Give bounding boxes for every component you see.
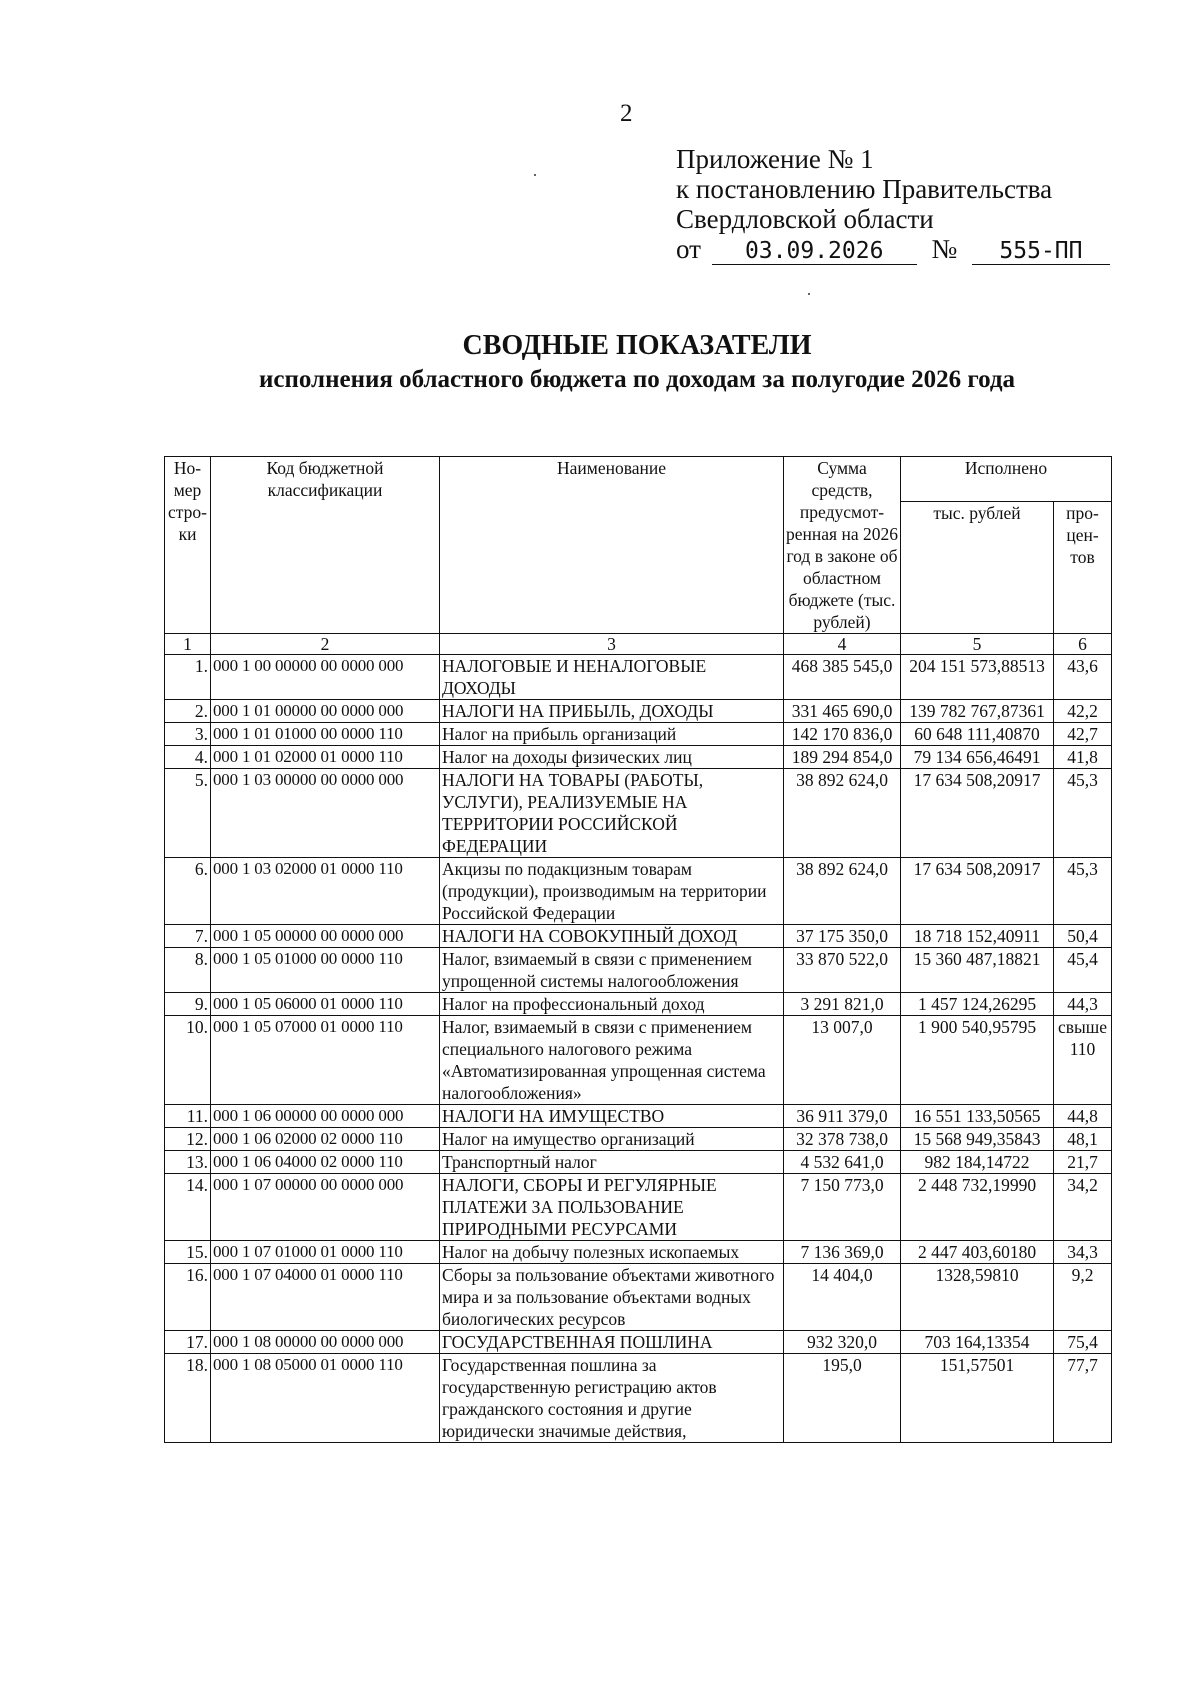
- percent-cell: 45,4: [1054, 948, 1112, 993]
- code-cell: 000 1 08 05000 01 0000 110: [211, 1354, 440, 1443]
- percent-cell: 21,7: [1054, 1151, 1112, 1174]
- percent-cell: 75,4: [1054, 1331, 1112, 1354]
- code-cell: 000 1 00 00000 00 0000 000: [211, 655, 440, 700]
- resolution-number: 555-ПП: [972, 238, 1110, 265]
- planned-cell: 142 170 836,0: [784, 723, 901, 746]
- code-cell: 000 1 07 01000 01 0000 110: [211, 1241, 440, 1264]
- row-number-cell: 9.: [165, 993, 211, 1016]
- column-number: 1: [165, 634, 211, 655]
- planned-cell: 468 385 545,0: [784, 655, 901, 700]
- table-body: [165, 655, 1112, 1443]
- planned-cell: 36 911 379,0: [784, 1105, 901, 1128]
- table-row: [165, 1128, 1112, 1151]
- name-cell: Государственная пошлина за государственную регистрацию актов гражданского состояния и другие юридически значимые действия,: [440, 1354, 784, 1443]
- header-name: Наименование: [440, 457, 784, 634]
- code-cell: 000 1 06 00000 00 0000 000: [211, 1105, 440, 1128]
- appendix-date-line: [676, 234, 1110, 265]
- document-title: СВОДНЫЕ ПОКАЗАТЕЛИ: [462, 330, 812, 361]
- executed-cell: 1 900 540,95795: [901, 1016, 1054, 1105]
- code-cell: 000 1 01 02000 01 0000 110: [211, 746, 440, 769]
- table-row: [165, 655, 1112, 700]
- scan-speck: [534, 174, 536, 176]
- header-code: Код бюджетной классификации: [211, 457, 440, 634]
- code-cell: 000 1 06 02000 02 0000 110: [211, 1128, 440, 1151]
- percent-cell: 50,4: [1054, 925, 1112, 948]
- number-prefix: №: [931, 234, 958, 264]
- planned-cell: 38 892 624,0: [784, 769, 901, 858]
- code-cell: 000 1 01 01000 00 0000 110: [211, 723, 440, 746]
- table-row: [165, 858, 1112, 925]
- revenue-table: [164, 456, 1112, 1443]
- row-number-cell: 3.: [165, 723, 211, 746]
- percent-cell: 44,3: [1054, 993, 1112, 1016]
- table-row: [165, 746, 1112, 769]
- percent-cell: 9,2: [1054, 1264, 1112, 1331]
- header-executed-percent: про-цен-тов: [1054, 502, 1112, 634]
- row-number-cell: 16.: [165, 1264, 211, 1331]
- table-row: [165, 1241, 1112, 1264]
- table-row: [165, 769, 1112, 858]
- name-cell: Налог на добычу полезных ископаемых: [440, 1241, 784, 1264]
- name-cell: Акцизы по подакцизным товарам (продукции), производимым на территории Российской Федерации: [440, 858, 784, 925]
- percent-cell: 44,8: [1054, 1105, 1112, 1128]
- planned-cell: 932 320,0: [784, 1331, 901, 1354]
- percent-cell: 45,3: [1054, 858, 1112, 925]
- date-prefix: от: [676, 234, 701, 264]
- executed-cell: 17 634 508,20917: [901, 769, 1054, 858]
- executed-cell: 204 151 573,88513: [901, 655, 1054, 700]
- name-cell: Налог на прибыль организаций: [440, 723, 784, 746]
- row-number-cell: 15.: [165, 1241, 211, 1264]
- percent-cell: 34,2: [1054, 1174, 1112, 1241]
- executed-cell: 16 551 133,50565: [901, 1105, 1054, 1128]
- code-cell: 000 1 06 04000 02 0000 110: [211, 1151, 440, 1174]
- executed-cell: 703 164,13354: [901, 1331, 1054, 1354]
- row-number-cell: 2.: [165, 700, 211, 723]
- percent-cell: свыше 110: [1054, 1016, 1112, 1105]
- row-number-cell: 13.: [165, 1151, 211, 1174]
- name-cell: НАЛОГИ НА ТОВАРЫ (РАБОТЫ, УСЛУГИ), РЕАЛИЗУЕМЫЕ НА ТЕРРИТОРИИ РОССИЙСКОЙ ФЕДЕРАЦИИ: [440, 769, 784, 858]
- code-cell: 000 1 05 06000 01 0000 110: [211, 993, 440, 1016]
- row-number-cell: 12.: [165, 1128, 211, 1151]
- planned-cell: 195,0: [784, 1354, 901, 1443]
- executed-cell: 15 568 949,35843: [901, 1128, 1054, 1151]
- table-row: [165, 948, 1112, 993]
- executed-cell: 982 184,14722: [901, 1151, 1054, 1174]
- percent-cell: 42,2: [1054, 700, 1112, 723]
- name-cell: ГОСУДАРСТВЕННАЯ ПОШЛИНА: [440, 1331, 784, 1354]
- planned-cell: 32 378 738,0: [784, 1128, 901, 1151]
- code-cell: 000 1 05 01000 00 0000 110: [211, 948, 440, 993]
- code-cell: 000 1 08 00000 00 0000 000: [211, 1331, 440, 1354]
- table-row: [165, 1264, 1112, 1331]
- appendix-line-3: Свердловской области: [676, 204, 934, 234]
- row-number-cell: 8.: [165, 948, 211, 993]
- row-number-cell: 4.: [165, 746, 211, 769]
- name-cell: НАЛОГОВЫЕ И НЕНАЛОГОВЫЕ ДОХОДЫ: [440, 655, 784, 700]
- planned-cell: 7 136 369,0: [784, 1241, 901, 1264]
- table-row: [165, 1105, 1112, 1128]
- executed-cell: 18 718 152,40911: [901, 925, 1054, 948]
- executed-cell: 2 448 732,19990: [901, 1174, 1054, 1241]
- table-row: [165, 1151, 1112, 1174]
- planned-cell: 3 291 821,0: [784, 993, 901, 1016]
- percent-cell: 77,7: [1054, 1354, 1112, 1443]
- name-cell: НАЛОГИ НА ИМУЩЕСТВО: [440, 1105, 784, 1128]
- planned-cell: 4 532 641,0: [784, 1151, 901, 1174]
- percent-cell: 48,1: [1054, 1128, 1112, 1151]
- header-row-number: Но-мер стро-ки: [165, 457, 211, 634]
- percent-cell: 45,3: [1054, 769, 1112, 858]
- column-number: 6: [1054, 634, 1112, 655]
- name-cell: НАЛОГИ НА СОВОКУПНЫЙ ДОХОД: [440, 925, 784, 948]
- name-cell: Сборы за пользование объектами животного мира и за пользование объектами водных биологических ресурсов: [440, 1264, 784, 1331]
- name-cell: Налог на доходы физических лиц: [440, 746, 784, 769]
- executed-cell: 60 648 111,40870: [901, 723, 1054, 746]
- planned-cell: 331 465 690,0: [784, 700, 901, 723]
- row-number-cell: 7.: [165, 925, 211, 948]
- code-cell: 000 1 07 00000 00 0000 000: [211, 1174, 440, 1241]
- planned-cell: 189 294 854,0: [784, 746, 901, 769]
- table-row: [165, 925, 1112, 948]
- row-number-cell: 11.: [165, 1105, 211, 1128]
- table-row: [165, 723, 1112, 746]
- header-planned: Сумма средств, предусмот-ренная на 2026 год в законе об областном бюджете (тыс. рублей): [784, 457, 901, 634]
- name-cell: НАЛОГИ, СБОРЫ И РЕГУЛЯРНЫЕ ПЛАТЕЖИ ЗА ПОЛЬЗОВАНИЕ ПРИРОДНЫМИ РЕСУРСАМИ: [440, 1174, 784, 1241]
- name-cell: Налог, взимаемый в связи с применением специального налогового режима «Автоматизированная упрощенная система налогообложения»: [440, 1016, 784, 1105]
- header-executed-amount: тыс. рублей: [901, 502, 1054, 634]
- table-row: [165, 1354, 1112, 1443]
- executed-cell: 139 782 767,87361: [901, 700, 1054, 723]
- appendix-line-2: к постановлению Правительства: [676, 174, 1053, 204]
- table-row: [165, 700, 1112, 723]
- row-number-cell: 6.: [165, 858, 211, 925]
- executed-cell: 1328,59810: [901, 1264, 1054, 1331]
- planned-cell: 38 892 624,0: [784, 858, 901, 925]
- row-number-cell: 18.: [165, 1354, 211, 1443]
- executed-cell: 15 360 487,18821: [901, 948, 1054, 993]
- code-cell: 000 1 07 04000 01 0000 110: [211, 1264, 440, 1331]
- table-row: [165, 1174, 1112, 1241]
- planned-cell: 37 175 350,0: [784, 925, 901, 948]
- percent-cell: 34,3: [1054, 1241, 1112, 1264]
- table-row: [165, 1016, 1112, 1105]
- table-row: [165, 993, 1112, 1016]
- name-cell: Транспортный налог: [440, 1151, 784, 1174]
- name-cell: Налог, взимаемый в связи с применением упрощенной системы налогообложения: [440, 948, 784, 993]
- document-subtitle: исполнения областного бюджета по доходам за полугодие 2026 года: [258, 366, 1016, 393]
- scan-speck: [808, 293, 810, 295]
- percent-cell: 41,8: [1054, 746, 1112, 769]
- percent-cell: 43,6: [1054, 655, 1112, 700]
- planned-cell: 33 870 522,0: [784, 948, 901, 993]
- code-cell: 000 1 03 02000 01 0000 110: [211, 858, 440, 925]
- row-number-cell: 17.: [165, 1331, 211, 1354]
- executed-cell: 79 134 656,46491: [901, 746, 1054, 769]
- code-cell: 000 1 03 00000 00 0000 000: [211, 769, 440, 858]
- planned-cell: 13 007,0: [784, 1016, 901, 1105]
- percent-cell: 42,7: [1054, 723, 1112, 746]
- column-number: 3: [440, 634, 784, 655]
- appendix-line-1: Приложение № 1: [676, 144, 874, 174]
- executed-cell: 151,57501: [901, 1354, 1054, 1443]
- column-number: 5: [901, 634, 1054, 655]
- table-row: [165, 1331, 1112, 1354]
- resolution-date: 03.09.2026: [712, 238, 917, 265]
- appendix-header: [676, 144, 1110, 265]
- column-number: 4: [784, 634, 901, 655]
- name-cell: Налог на профессиональный доход: [440, 993, 784, 1016]
- executed-cell: 17 634 508,20917: [901, 858, 1054, 925]
- executed-cell: 2 447 403,60180: [901, 1241, 1054, 1264]
- planned-cell: 7 150 773,0: [784, 1174, 901, 1241]
- row-number-cell: 14.: [165, 1174, 211, 1241]
- name-cell: НАЛОГИ НА ПРИБЫЛЬ, ДОХОДЫ: [440, 700, 784, 723]
- header-executed: Исполнено: [901, 457, 1112, 502]
- executed-cell: 1 457 124,26295: [901, 993, 1054, 1016]
- planned-cell: 14 404,0: [784, 1264, 901, 1331]
- code-cell: 000 1 01 00000 00 0000 000: [211, 700, 440, 723]
- column-number-row: [165, 634, 1112, 655]
- page-number: 2: [620, 100, 633, 127]
- row-number-cell: 1.: [165, 655, 211, 700]
- code-cell: 000 1 05 07000 01 0000 110: [211, 1016, 440, 1105]
- row-number-cell: 10.: [165, 1016, 211, 1105]
- row-number-cell: 5.: [165, 769, 211, 858]
- column-number: 2: [211, 634, 440, 655]
- name-cell: Налог на имущество организаций: [440, 1128, 784, 1151]
- code-cell: 000 1 05 00000 00 0000 000: [211, 925, 440, 948]
